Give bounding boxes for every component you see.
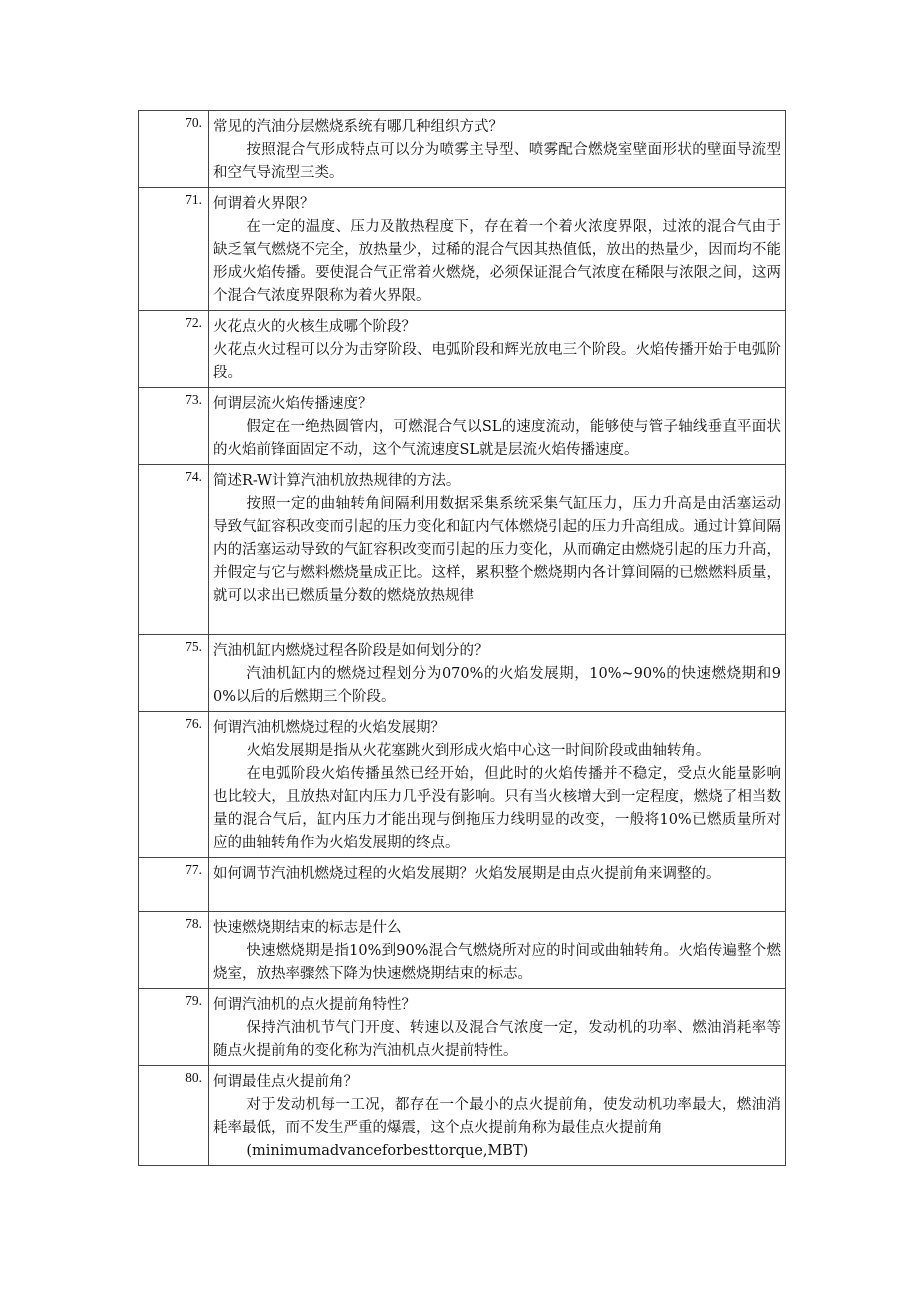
- qa-cell: [209, 111, 786, 188]
- qa-cell: [209, 712, 786, 858]
- qa-cell: [209, 912, 786, 989]
- qa-cell: [209, 388, 786, 465]
- answer-text: 汽油机缸内的燃烧过程划分为070%的火焰发展期，10%~90%的快速燃烧期和90%以后的后燃期三个阶段。: [213, 666, 781, 705]
- item-number: 73.: [139, 388, 209, 465]
- qa-row-80: [139, 1066, 786, 1166]
- qa-table: [138, 110, 786, 1166]
- question-text: 何谓汽油机的点火提前角特性？: [213, 997, 416, 1013]
- question-text: 常见的汽油分层燃烧系统有哪几种组织方式？: [213, 119, 503, 135]
- qa-cell: [209, 188, 786, 311]
- answer-text: 按照混合气形成特点可以分为喷雾主导型、喷雾配合燃烧室壁面形状的壁面导流型和空气导流型三类。: [213, 142, 781, 181]
- qa-cell: [209, 635, 786, 712]
- qa-row-73: [139, 388, 786, 465]
- question-text: 何谓汽油机燃烧过程的火焰发展期？: [213, 720, 445, 736]
- qa-cell: [209, 311, 786, 388]
- answer-text: 假定在一绝热圆管内，可燃混合气以SL的速度流动，能够使与管子轴线垂直平面状的火焰前锋面固定不动，这个气流速度SL就是层流火焰传播速度。: [213, 419, 781, 458]
- qa-row-78: [139, 912, 786, 989]
- answer-text: 快速燃烧期是指10%到90%混合气燃烧所对应的时间或曲轴转角。火焰传遍整个燃烧室，放热率骤然下降为快速燃烧期结束的标志。: [213, 943, 781, 982]
- answer-text: 对于发动机每一工况，都存在一个最小的点火提前角，使发动机功率最大，燃油消耗率最低，而不发生严重的爆震，这个点火提前角称为最佳点火提前角: [213, 1097, 781, 1136]
- answer-text: 保持汽油机节气门开度、转速以及混合气浓度一定，发动机的功率、燃油消耗率等随点火提前角的变化称为汽油机点火提前特性。: [213, 1020, 781, 1059]
- item-number: 72.: [139, 311, 209, 388]
- answer-text: (minimumadvanceforbesttorque,MBT): [246, 1143, 529, 1159]
- question-text: 火花点火的火核生成哪个阶段？: [213, 319, 416, 335]
- item-number: 70.: [139, 111, 209, 188]
- item-number: 80.: [139, 1066, 209, 1166]
- item-number: 71.: [139, 188, 209, 311]
- question-text: 何谓着火界限？: [213, 196, 315, 212]
- qa-cell: [209, 858, 786, 912]
- qa-row-72: [139, 311, 786, 388]
- question-text: 简述R-W计算汽油机放热规律的方法。: [213, 473, 461, 489]
- qa-row-71: [139, 188, 786, 311]
- qa-cell: [209, 465, 786, 635]
- item-number: 77.: [139, 858, 209, 912]
- question-text: 何谓最佳点火提前角？: [213, 1074, 358, 1090]
- qa-row-77: [139, 858, 786, 912]
- item-number: 79.: [139, 989, 209, 1066]
- question-text: 汽油机缸内燃烧过程各阶段是如何划分的？: [213, 643, 489, 659]
- answer-text: 在一定的温度、压力及散热程度下，存在着一个着火浓度界限，过浓的混合气由于缺乏氧气燃烧不完全，放热量少，过稀的混合气因其热值低，放出的热量少，因而均不能形成火焰传播。要使混合气正常着火燃烧，必须保证混合气浓度在稀限与浓限之间，这两个混合气浓度界限称为着火界限。: [213, 219, 781, 304]
- qa-row-70: [139, 111, 786, 188]
- item-number: 76.: [139, 712, 209, 858]
- qa-cell: [209, 1066, 786, 1166]
- answer-text: 在电弧阶段火焰传播虽然已经开始，但此时的火焰传播并不稳定，受点火能量影响也比较大，且放热对缸内压力几乎没有影响。只有当火核增大到一定程度，燃烧了相当数量的混合气后，缸内压力才能出现与倒拖压力线明显的改变，一般将10%已燃质量所对应的曲轴转角作为火焰发展期的终点。: [213, 766, 781, 851]
- answer-text: 按照一定的曲轴转角间隔利用数据采集系统采集气缸压力，压力升高是由活塞运动导致气缸容积改变而引起的压力变化和缸内气体燃烧引起的压力升高组成。通过计算间隔内的活塞运动导致的气缸容积改变而引起的压力变化，从而确定由燃烧引起的压力升高，并假定与它与燃料燃烧量成正比。这样，累积整个燃烧期内各计算间隔的已燃燃料质量，就可以求出已燃质量分数的燃烧放热规律: [213, 496, 781, 604]
- qa-cell: [209, 989, 786, 1066]
- qa-row-79: [139, 989, 786, 1066]
- question-text: 如何调节汽油机燃烧过程的火焰发展期？火焰发展期是由点火提前角来调整的。: [213, 866, 721, 882]
- item-number: 74.: [139, 465, 209, 635]
- item-number: 78.: [139, 912, 209, 989]
- qa-row-76: [139, 712, 786, 858]
- qa-row-75: [139, 635, 786, 712]
- question-text: 快速燃烧期结束的标志是什么: [213, 920, 402, 936]
- qa-row-74: [139, 465, 786, 635]
- answer-text: 火花点火过程可以分为击穿阶段、电弧阶段和辉光放电三个阶段。火焰传播开始于电弧阶段。: [213, 342, 781, 381]
- question-text: 何谓层流火焰传播速度？: [213, 396, 373, 412]
- answer-text: 火焰发展期是指从火花塞跳火到形成火焰中心这一时间阶段或曲轴转角。: [246, 743, 711, 759]
- item-number: 75.: [139, 635, 209, 712]
